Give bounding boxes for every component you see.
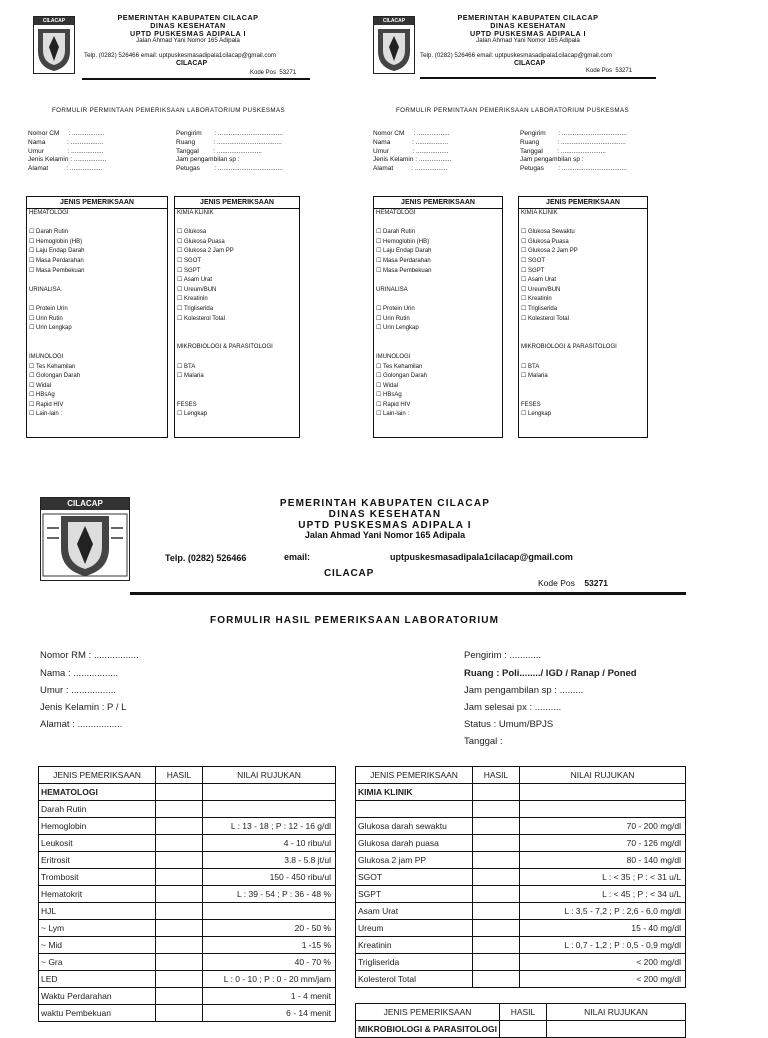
result-cell[interactable]: [156, 818, 203, 835]
exam-box-header: JENIS PEMERIKSAAN: [175, 197, 299, 209]
exam-name-cell: LED: [39, 971, 156, 988]
reference-cell: L : < 45 ; P : < 34 u/L: [520, 886, 686, 903]
letterhead: PEMERINTAH KABUPATEN CILACAP DINAS KESEHATAN UPTD PUSKESMAS ADIPALA I Jalan Ahmad Yani Nomor 165 Adipala: [279, 498, 491, 540]
result-cell[interactable]: [156, 852, 203, 869]
table-row: [39, 1005, 336, 1022]
hematology-table: [38, 766, 336, 1022]
exam-box-right: JENIS PEMERIKSAAN KIMIA KLINIK ☐ Glukosa Sewaktu ☐ Glukosa Puasa ☐ Glukosa 2 Jam PP ☐ SGOT ☐ SGPT ☐ Asam Urat ☐ Ureum/BUN ☐ Kreatinin ☐ Trigliserida ☐ Kolesterol Total MIKROBIOLOGI & PARASITOLOGI ☐ BTA ☐ Malaria FESES ☐ Lengkap: [518, 196, 648, 438]
exam-name-cell: Eritrosit: [39, 852, 156, 869]
exam-name-cell: Leukosit: [39, 835, 156, 852]
result-cell[interactable]: [473, 920, 520, 937]
result-cell[interactable]: [473, 784, 520, 801]
result-cell[interactable]: [156, 1005, 203, 1022]
email: uptpuskesmasadipala1cilacap@gmail.com: [159, 52, 277, 59]
reference-cell: L : 3,5 - 7,2 ; P : 2,6 - 6,0 mg/dl: [520, 903, 686, 920]
table-row: [39, 801, 336, 818]
result-cell[interactable]: [156, 835, 203, 852]
result-cell[interactable]: [473, 801, 520, 818]
reference-cell: [520, 784, 686, 801]
reference-cell: 1 -15 %: [203, 937, 336, 954]
letterhead-address: Jalan Ahmad Yani Nomor 165 Adipala: [136, 36, 240, 44]
result-cell[interactable]: [156, 954, 203, 971]
result-cell[interactable]: [473, 903, 520, 920]
letterhead-contact: Telp. (0282) 526466 email: uptpuskesmasadipala1cilacap@gmail.com: [420, 52, 613, 59]
result-cell[interactable]: [156, 988, 203, 1005]
crest-icon: [374, 17, 414, 73]
exam-name-cell: SGOT: [356, 869, 473, 886]
patient-fields: Nomor CM : .................. Nama : .................. Umur : .................. Jenis Kelamin : .................. Alamat : ..................: [28, 130, 107, 173]
table-row: [356, 971, 686, 988]
jam-selesai-field: Jam selesai px : ..........: [464, 702, 562, 713]
email: uptpuskesmasadipala1cilacap@gmail.com: [390, 552, 573, 562]
reference-cell: 80 - 140 mg/dl: [520, 852, 686, 869]
table-row: [39, 784, 336, 801]
result-cell[interactable]: [500, 1021, 547, 1038]
sender-fields: Pengirim : .................................... Ruang : .................................... Tanggal : ......................... Jam pengambilan sp : Petugas : ....................................: [176, 130, 283, 173]
logo-band: CILACAP: [34, 17, 74, 25]
email-label: email:: [140, 52, 158, 59]
result-cell[interactable]: [473, 835, 520, 852]
sender-fields: Pengirim : .................................... Ruang : .................................... Tanggal : ......................... Jam pengambilan sp : Petugas : ....................................: [520, 130, 627, 173]
exam-name-cell: MIKROBIOLOGI & PARASITOLOGI: [356, 1021, 500, 1038]
exam-box-left: [26, 196, 168, 438]
telp: Telp. (0282) 526466: [84, 52, 140, 59]
city: CILACAP: [324, 568, 375, 579]
reference-cell: [547, 1021, 686, 1038]
result-cell[interactable]: [156, 784, 203, 801]
result-cell[interactable]: [473, 818, 520, 835]
letterhead: PEMERINTAH KABUPATEN CILACAP DINAS KESEHATAN UPTD PUSKESMAS ADIPALA I Jalan Ahmad Yani Nomor 165 Adipala: [457, 13, 599, 44]
email-label: email:: [284, 552, 311, 562]
exam-name-cell: Trombosit: [39, 869, 156, 886]
table-row: [356, 784, 686, 801]
patient-fields: Nomor CM : .................. Nama : .................. Umur : .................. Jenis Kelamin : .................. Alamat : ..................: [373, 130, 452, 173]
result-cell[interactable]: [156, 903, 203, 920]
reference-cell: L : < 35 ; P : < 31 u/L: [520, 869, 686, 886]
header-rule: [130, 592, 686, 595]
table-row: [356, 1021, 686, 1038]
letterhead-contact: [84, 52, 276, 59]
exam-name-cell: Kolesterol Total: [356, 971, 473, 988]
result-cell[interactable]: [156, 920, 203, 937]
reference-cell: [203, 903, 336, 920]
exam-name-cell: [356, 801, 473, 818]
reference-cell: 15 - 40 mg/dl: [520, 920, 686, 937]
letterhead-line1: PEMERINTAH KABUPATEN CILACAP: [117, 13, 259, 22]
small-form-title: FORMULIR PERMINTAAN PEMERIKSAAN LABORATORIUM PUSKESMAS: [52, 107, 286, 114]
reference-cell: 20 - 50 %: [203, 920, 336, 937]
ruang-field: Ruang : Poli......../ IGD / Ranap / Poned: [464, 668, 637, 679]
exam-list: HEMATOLOGI ☐ Darah Rutin ☐ Hemoglobin (HB) ☐ Laju Endap Darah ☐ Masa Perdarahan ☐ Masa Pembekuan URINALISA ☐ Protein Urin ☐ Urin Rutin ☐ Urin Lengkap IMUNOLOGI ☐ Tes Kehamilan ☐ Golongan Darah ☐ Widal ☐ HBsAg ☐ Rapid HIV ☐ Lain-lain :: [29, 210, 85, 418]
exam-name-cell: Asam Urat: [356, 903, 473, 920]
result-cell[interactable]: [473, 852, 520, 869]
microbiology-table: JENIS PEMERIKSAAN HASIL NILAI RUJUKAN MIKROBIOLOGI & PARASITOLOGI: [355, 1003, 686, 1038]
exam-box-right: [174, 196, 300, 438]
reference-cell: 1 - 4 menit: [203, 988, 336, 1005]
reference-cell: L : 0,7 - 1,2 ; P : 0,5 - 0,9 mg/dl: [520, 937, 686, 954]
kodepos: Kode Pos 53271: [586, 68, 633, 74]
exam-name-cell: Glukosa darah puasa: [356, 835, 473, 852]
reference-cell: < 200 mg/dl: [520, 954, 686, 971]
alamat-field: Alamat : .................: [40, 719, 123, 730]
table-row: [39, 903, 336, 920]
city: CILACAP: [176, 60, 208, 67]
letterhead-line2: DINAS KESEHATAN: [150, 20, 226, 30]
table-row: [39, 818, 336, 835]
result-cell[interactable]: [156, 971, 203, 988]
pengirim-field: Pengirim : ............: [464, 650, 542, 661]
table-row: [356, 869, 686, 886]
reference-cell: [203, 784, 336, 801]
table-row: [356, 886, 686, 903]
table-row: [39, 988, 336, 1005]
exam-name-cell: KIMIA KLINIK: [356, 784, 473, 801]
table-row: [356, 818, 686, 835]
result-cell[interactable]: [473, 954, 520, 971]
logo: [373, 16, 415, 74]
exam-list: KIMIA KLINIK ☐ Glukosa ☐ Glukosa Puasa ☐ Glukosa 2 Jam PP ☐ SGOT ☐ SGPT ☐ Asam Urat ☐ Ureum/BUN ☐ Kreatinin ☐ Trigliserida ☐ Kolesterol Total MIKROBIOLOGI & PARASITOLOGI ☐ BTA ☐ Malaria FESES ☐ Lengkap: [177, 210, 273, 418]
form-title: FORMULIR HASIL PEMERIKSAAN LABORATORIUM: [210, 615, 500, 626]
reference-cell: [520, 801, 686, 818]
table-row: [356, 937, 686, 954]
logo: [33, 16, 75, 74]
header-rule: [82, 78, 310, 80]
col-header-jenis: JENIS PEMERIKSAAN: [39, 767, 156, 784]
reference-cell: 70 - 126 mg/dl: [520, 835, 686, 852]
exam-name-cell: Kreatinin: [356, 937, 473, 954]
table-row: [356, 903, 686, 920]
chemistry-table: JENIS PEMERIKSAAN HASIL NILAI RUJUKAN KIMIA KLINIK Glukosa darah sewaktu 70 - 200 mg/dl Glukosa darah puasa 70 - 126 mg/dl Glukosa 2 jam PP 80 - 140 mg/dl SGOT L : < 35 ; P : < 31 u/L SGPT L : < 45 ; P : < 34 u/L Asam Urat L : 3,5 - 7,2 ; P : 2,6 - 6,0 mg/dl Ureum 15 - 40 mg/dl Kreatinin L : 0,7 - 1,2 ; P : 0,5 - 0,9 mg/dl Trigliserida < 200 mg/dl Kolesterol Total < 200 mg/dl: [355, 766, 686, 988]
exam-name-cell: ~ Gra: [39, 954, 156, 971]
exam-name-cell: Hemoglobin: [39, 818, 156, 835]
nama-field: Nama : .................: [40, 668, 119, 679]
table-row: [39, 869, 336, 886]
logo-band: CILACAP: [374, 17, 414, 25]
col-header-nilai: NILAI RUJUKAN: [203, 767, 336, 784]
reference-cell: < 200 mg/dl: [520, 971, 686, 988]
table-row: [39, 920, 336, 937]
exam-box-header: JENIS PEMERIKSAAN: [27, 197, 167, 209]
logo-band: CILACAP: [41, 498, 129, 510]
table-row: [356, 954, 686, 971]
telp: Telp. (0282) 526466: [165, 553, 247, 563]
exam-box-left: JENIS PEMERIKSAAN HEMATOLOGI ☐ Darah Rutin ☐ Hemoglobin (HB) ☐ Laju Endap Darah ☐ Masa Perdarahan ☐ Masa Pembekuan URINALISA ☐ Protein Urin ☐ Urin Rutin ☐ Urin Lengkap IMUNOLOGI ☐ Tes Kehamilan ☐ Golongan Darah ☐ Widal ☐ HBsAg ☐ Rapid HIV ☐ Lain-lain :: [373, 196, 503, 438]
result-cell[interactable]: [156, 886, 203, 903]
reference-cell: [203, 801, 336, 818]
table-row: [39, 886, 336, 903]
exam-name-cell: Darah Rutin: [39, 801, 156, 818]
crest-icon: [34, 17, 74, 73]
reference-cell: 3.8 - 5.8 jt/ul: [203, 852, 336, 869]
exam-name-cell: Trigliserida: [356, 954, 473, 971]
exam-name-cell: SGPT: [356, 886, 473, 903]
small-form-title: FORMULIR PERMINTAAN PEMERIKSAAN LABORATORIUM PUSKESMAS: [396, 107, 630, 114]
jenis-kelamin-field: Jenis Kelamin : P / L: [40, 702, 127, 713]
result-cell[interactable]: [473, 886, 520, 903]
table-row: [39, 937, 336, 954]
exam-name-cell: Hematokrit: [39, 886, 156, 903]
result-cell[interactable]: [156, 869, 203, 886]
exam-name-cell: Glukosa darah sewaktu: [356, 818, 473, 835]
exam-name-cell: Ureum: [356, 920, 473, 937]
kodepos: Kode Pos 53271: [250, 70, 297, 76]
umur-field: Umur : .................: [40, 685, 117, 696]
exam-name-cell: ~ Mid: [39, 937, 156, 954]
col-header-hasil: HASIL: [156, 767, 203, 784]
city: CILACAP: [514, 60, 546, 67]
exam-name-cell: Glukosa 2 jam PP: [356, 852, 473, 869]
table-row: [356, 835, 686, 852]
reference-cell: 4 - 10 ribu/ul: [203, 835, 336, 852]
reference-cell: 150 - 450 ribu/ul: [203, 869, 336, 886]
jam-pengambilan-field: Jam pengambilan sp : .........: [464, 685, 584, 696]
letterhead: [88, 14, 288, 45]
table-row: [39, 954, 336, 971]
table-row: [356, 920, 686, 937]
header-rule: [420, 77, 656, 79]
result-cell[interactable]: [473, 937, 520, 954]
result-cell[interactable]: [473, 971, 520, 988]
kodepos: Kode Pos 53271: [538, 578, 608, 588]
exam-name-cell: ~ Lym: [39, 920, 156, 937]
reference-cell: 40 - 70 %: [203, 954, 336, 971]
exam-name-cell: Waktu Perdarahan: [39, 988, 156, 1005]
reference-cell: L : 13 - 18 ; P : 12 - 16 g/dl: [203, 818, 336, 835]
logo: [40, 497, 130, 581]
table-row: [356, 852, 686, 869]
result-cell[interactable]: [473, 869, 520, 886]
status-field: Status : Umum/BPJS: [464, 719, 554, 730]
table-row: [39, 971, 336, 988]
table-row: [39, 852, 336, 869]
exam-name-cell: HEMATOLOGI: [39, 784, 156, 801]
result-cell[interactable]: [156, 937, 203, 954]
letterhead-line3: UPTD PUSKESMAS ADIPALA I: [130, 28, 246, 38]
tanggal-field: Tanggal :: [464, 736, 503, 747]
nomor-rm-field: Nomor RM : .................: [40, 650, 139, 661]
reference-cell: 6 - 14 menit: [203, 1005, 336, 1022]
crest-icon: [41, 498, 129, 580]
result-cell[interactable]: [156, 801, 203, 818]
exam-name-cell: HJL: [39, 903, 156, 920]
table-row: [356, 801, 686, 818]
reference-cell: 70 - 200 mg/dl: [520, 818, 686, 835]
table-row: [39, 835, 336, 852]
exam-name-cell: waktu Pembekuan: [39, 1005, 156, 1022]
reference-cell: L : 0 - 10 ; P : 0 - 20 mm/jam: [203, 971, 336, 988]
reference-cell: L : 39 - 54 ; P : 36 - 48 %: [203, 886, 336, 903]
